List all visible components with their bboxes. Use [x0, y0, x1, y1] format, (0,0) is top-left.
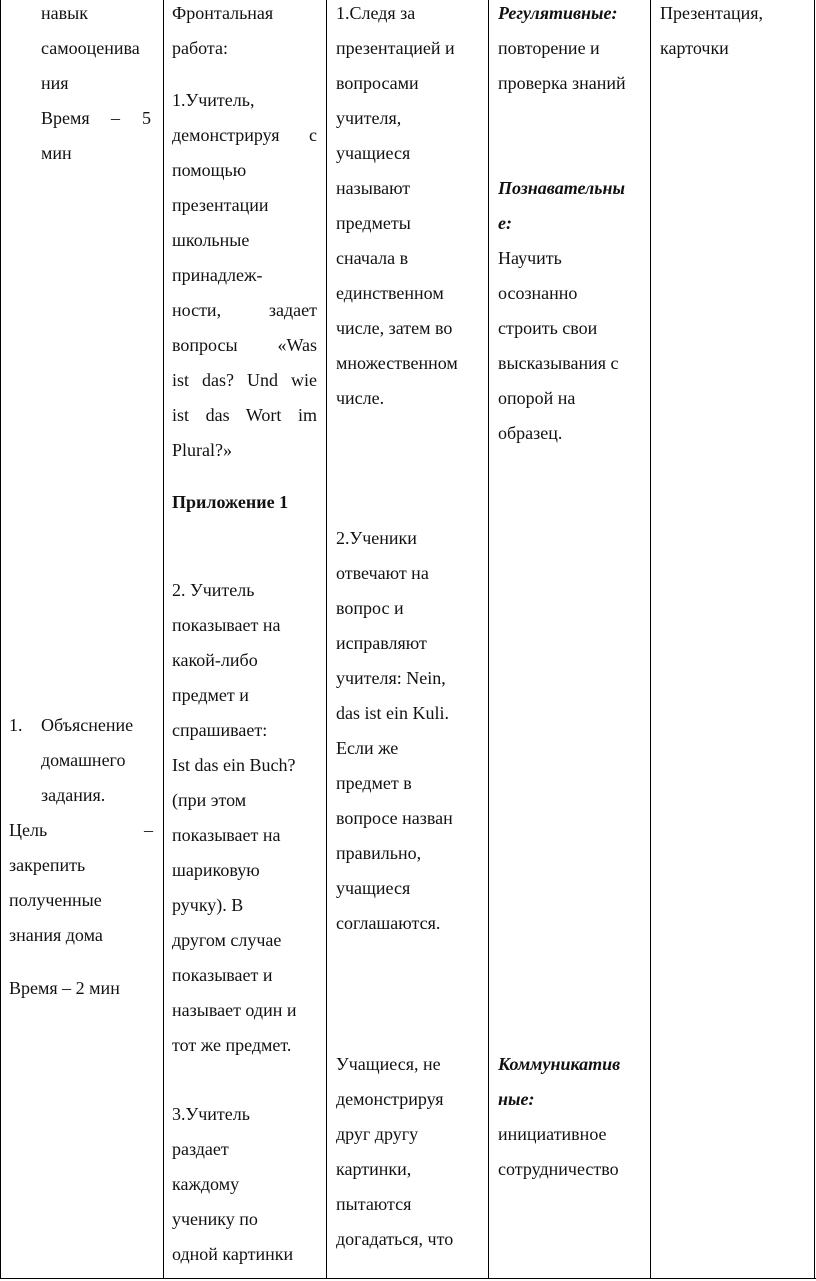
communicative-text: инициативное: [498, 1124, 607, 1144]
teacher-text: 2. Учитель: [172, 580, 255, 600]
stage-text: навык: [41, 3, 88, 23]
student-text: пытаются: [336, 1194, 412, 1214]
teacher-text: Ist das ein Buch?: [172, 755, 296, 775]
student-text: вопросе назван: [336, 808, 453, 828]
student-text: презентацией и: [336, 38, 455, 58]
teacher-text: вопросы «Was: [172, 335, 317, 355]
teacher-text: ности, задает: [172, 300, 317, 320]
stage-goal: закрепить: [9, 855, 86, 875]
teacher-text: какой-либо: [172, 650, 258, 670]
teacher-text: шариковую: [172, 860, 260, 880]
student-text: предметы: [336, 213, 411, 233]
student-text: учителя,: [336, 108, 402, 128]
materials-text: Презентация,: [660, 3, 764, 23]
teacher-text: одной картинки: [172, 1244, 294, 1264]
teacher-text: раздает: [172, 1139, 229, 1159]
regulatory-text: повторение и: [498, 38, 600, 58]
cognitive-text: высказывания с: [498, 353, 619, 373]
teacher-text: ученику по: [172, 1209, 258, 1229]
student-text: правильно,: [336, 843, 422, 863]
student-text: демонстрируя: [336, 1089, 444, 1109]
teacher-text: тот же предмет.: [172, 1035, 292, 1055]
appendix-label: Приложение 1: [172, 492, 289, 512]
teacher-text: демонстрируя с: [172, 125, 317, 145]
communicative-text: сотрудничество: [498, 1159, 619, 1179]
stage-goal: Цель: [9, 820, 48, 840]
teacher-text: 1.Учитель,: [172, 90, 255, 110]
stage-goal: –: [144, 820, 153, 840]
student-text: Учащиеся, не: [336, 1054, 441, 1074]
student-text: называют: [336, 178, 411, 198]
student-text: друг другу: [336, 1124, 419, 1144]
student-text: вопросами: [336, 73, 419, 93]
teacher-text: Plural?»: [172, 440, 232, 460]
cognitive-text: осознанно: [498, 283, 578, 303]
teacher-text: помощью: [172, 160, 247, 180]
student-text: das ist ein Kuli.: [336, 703, 449, 723]
teacher-text: предмет и: [172, 685, 249, 705]
stage-text: самооценива: [41, 38, 140, 58]
student-text: числе, затем во: [336, 318, 453, 338]
teacher-text: показывает на: [172, 615, 281, 635]
list-number: 1.: [9, 715, 23, 735]
stage-text: ния: [41, 73, 69, 93]
table-border-col4: [488, 0, 489, 1279]
student-text: сначала в: [336, 248, 409, 268]
stage-title: Объяснение: [41, 715, 134, 735]
table-border-col3: [326, 0, 327, 1279]
stage-goal: полученные: [9, 890, 102, 910]
cognitive-title: Познавательны: [498, 178, 625, 198]
cognitive-text: опорой на: [498, 388, 576, 408]
teacher-text: ist das Wort im: [172, 405, 317, 425]
table-border-col2: [163, 0, 164, 1279]
teacher-text: каждому: [172, 1174, 240, 1194]
teacher-text: школьные: [172, 230, 250, 250]
table-border-left: [0, 0, 1, 1279]
student-text: вопрос и: [336, 598, 404, 618]
student-text: соглашаются.: [336, 913, 441, 933]
student-text: Если же: [336, 738, 399, 758]
teacher-text: спрашивает:: [172, 720, 268, 740]
materials-text: карточки: [660, 38, 729, 58]
student-text: множественном: [336, 353, 458, 373]
table-border-bottom: [0, 1278, 816, 1279]
cognitive-text: Научить: [498, 248, 562, 268]
teacher-text: другом случае: [172, 930, 282, 950]
student-text: догадаться, что: [336, 1229, 454, 1249]
stage-time: 5: [142, 108, 151, 128]
communicative-title: Коммуникатив: [498, 1054, 621, 1074]
student-text: 2.Ученики: [336, 528, 417, 548]
student-text: отвечают на: [336, 563, 429, 583]
stage-time: мин: [41, 143, 72, 163]
stage-title: домашнего: [41, 750, 126, 770]
communicative-title: ные:: [498, 1089, 535, 1109]
student-text: исправляют: [336, 633, 427, 653]
student-text: учащиеся: [336, 143, 411, 163]
stage-time: –: [111, 108, 120, 128]
table-border-right: [814, 0, 815, 1279]
teacher-text: показывает и: [172, 965, 273, 985]
student-text: учащиеся: [336, 878, 411, 898]
teacher-text: ist das? Und wie: [172, 370, 317, 390]
regulatory-title: Регулятивные:: [498, 3, 618, 23]
teacher-text: Фронтальная: [172, 3, 274, 23]
teacher-text: 3.Учитель: [172, 1104, 250, 1124]
teacher-text: показывает на: [172, 825, 281, 845]
stage-time: Время: [41, 108, 90, 128]
stage-time: Время – 2 мин: [9, 978, 120, 998]
student-text: картинки,: [336, 1159, 412, 1179]
stage-goal: знания дома: [9, 925, 103, 945]
cognitive-title: е:: [498, 213, 512, 233]
student-text: предмет в: [336, 773, 412, 793]
teacher-text: называет один и: [172, 1000, 297, 1020]
teacher-text: принадлеж-: [172, 265, 263, 285]
student-text: 1.Следя за: [336, 3, 416, 23]
student-text: учителя: Nein,: [336, 668, 446, 688]
regulatory-text: проверка знаний: [498, 73, 626, 93]
teacher-text: презентации: [172, 195, 269, 215]
cognitive-text: образец.: [498, 423, 563, 443]
cognitive-text: строить свои: [498, 318, 598, 338]
teacher-text: (при этом: [172, 790, 247, 810]
student-text: числе.: [336, 388, 385, 408]
teacher-text: работа:: [172, 38, 228, 58]
teacher-text: ручку). В: [172, 895, 244, 915]
table-border-col5: [650, 0, 651, 1279]
stage-title: задания.: [41, 785, 106, 805]
student-text: единственном: [336, 283, 444, 303]
